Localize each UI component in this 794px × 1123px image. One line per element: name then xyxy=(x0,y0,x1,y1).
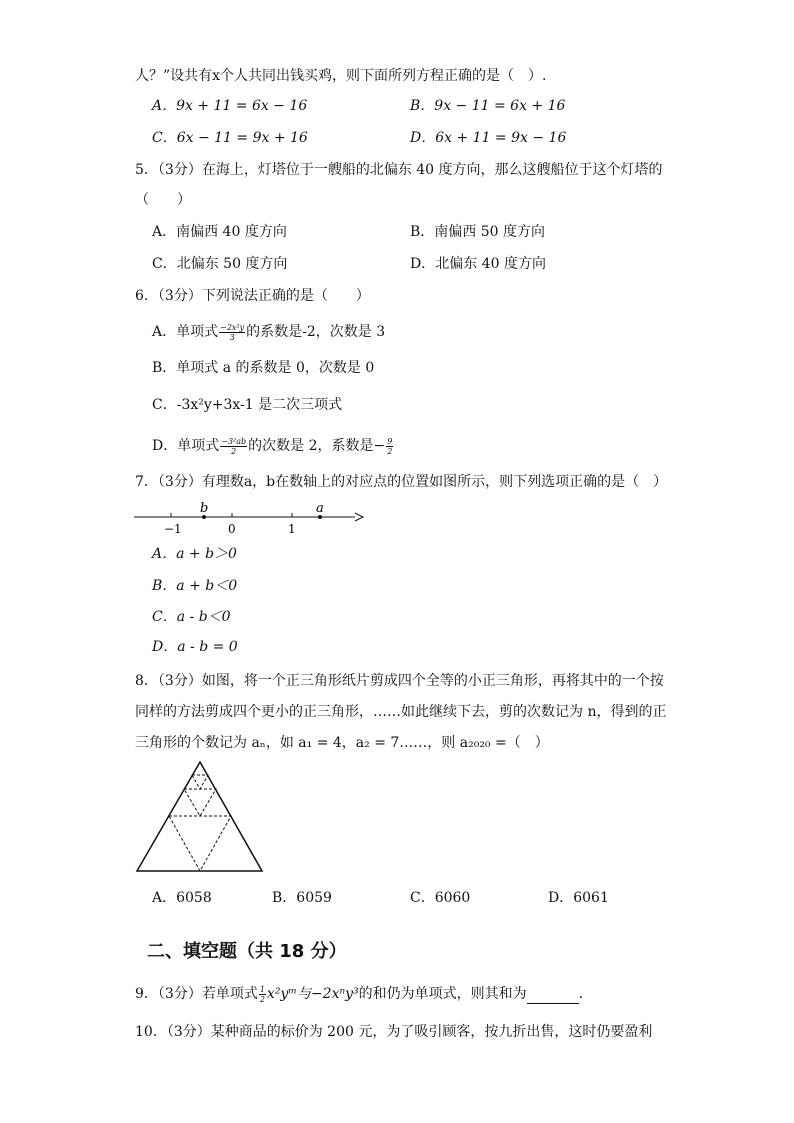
q5-option-b: B．南偏西 50 度方向 xyxy=(410,224,546,240)
q6-a-suffix: 的系数是-2，次数是 3 xyxy=(246,324,386,340)
q9-prefix: 9．（3分）若单项式 xyxy=(135,986,258,1002)
q9-monomial-2: 与−2xⁿy³ xyxy=(296,986,359,1002)
q4-stem-tail: 人？”设共有x个人共同出钱买鸡，则下面所列方程正确的是（ ）. xyxy=(135,68,547,84)
q5-stem: 5．（3分）在海上，灯塔位于一艘船的北偏东 40 度方向，那么这艘船位于这个灯塔的 xyxy=(135,162,663,178)
number-line-arrow xyxy=(355,513,363,521)
q7-stem: 7．（3分）有理数a，b在数轴上的对应点的位置如图所示，则下列选项正确的是（ ） xyxy=(135,474,668,490)
q5-option-a: A．南偏西 40 度方向 xyxy=(152,224,287,240)
q6-d-prefix: D．单项式 xyxy=(152,438,220,454)
cut-level-3 xyxy=(192,775,208,789)
q6-d-middle: 的次数是 2，系数是− xyxy=(248,438,386,454)
q6-option-a xyxy=(152,322,385,342)
label-zero: 0 xyxy=(228,522,236,536)
q4-option-b: B．9x − 11 = 6x + 16 xyxy=(410,98,566,114)
q7-option-a: A．a + b＞0 xyxy=(152,546,237,562)
q4-option-a: A．9x + 11 = 6x − 16 xyxy=(152,98,308,114)
label-minus-one: −1 xyxy=(164,522,182,536)
q8-triangle-figure xyxy=(135,760,265,872)
cut-level-2 xyxy=(184,789,216,816)
q8-option-b: B．6059 xyxy=(272,890,332,906)
q8-option-a: A．6058 xyxy=(152,890,212,906)
q8-line-2: 同样的方法剪成四个更小的正三角形，……如此继续下去，剪的次数记为 n，得到的正 xyxy=(135,704,667,720)
q6-d-fraction-2 xyxy=(386,437,393,456)
q7-option-c: C．a - b＜0 xyxy=(152,609,231,625)
q9-monomial-1: x²yᵐ xyxy=(266,986,297,1002)
q6-d-frac2-den: 2 xyxy=(387,446,393,456)
q6-a-frac-num: −2x²y xyxy=(220,322,245,332)
q6-option-c: C．-3x²y+3x-1 是二次三项式 xyxy=(152,397,343,413)
q6-a-prefix: A．单项式 xyxy=(152,324,219,340)
q9-stem xyxy=(135,984,583,1004)
q6-a-fraction xyxy=(219,323,245,342)
q6-d-frac-num: −3²ab xyxy=(221,436,247,446)
section-2-title: 二、填空题（共 18 分） xyxy=(147,941,347,962)
label-b: b xyxy=(200,501,209,516)
q6-stem: 6．（3分）下列说法正确的是（ ） xyxy=(135,288,370,304)
label-one: 1 xyxy=(288,522,296,536)
q4-option-d: D．6x + 11 = 9x − 16 xyxy=(410,130,567,146)
label-a: a xyxy=(316,501,324,516)
q8-line-3: 三角形的个数记为 aₙ，如 a₁ = 4，a₂ = 7……，则 a₂₀₂₀ =（ ） xyxy=(135,735,549,751)
q9-end: . xyxy=(578,986,584,1002)
q7-option-d: D．a - b = 0 xyxy=(152,639,238,655)
q6-option-b: B．单项式 a 的系数是 0，次数是 0 xyxy=(152,360,375,376)
q6-d-frac2-num: 9 xyxy=(387,436,393,446)
q6-a-frac-den: 3 xyxy=(229,332,235,342)
q8-option-c: C．6060 xyxy=(410,890,471,906)
q8-line-1: 8．（3分）如图，将一个正三角形纸片剪成四个全等的小正三角形，再将其中的一个按 xyxy=(135,673,664,689)
q5-paren: （ ） xyxy=(135,192,191,208)
q9-fraction xyxy=(259,985,266,1004)
q9-frac-den: 2 xyxy=(259,994,265,1004)
q9-frac-num: 1 xyxy=(259,984,265,994)
q9-answer-blank[interactable] xyxy=(527,989,579,1004)
q6-option-d xyxy=(152,436,394,456)
cut-level-1 xyxy=(169,816,231,871)
q7-option-b: B．a + b＜0 xyxy=(152,578,238,594)
cut-lines xyxy=(169,775,231,871)
q5-option-d: D．北偏东 40 度方向 xyxy=(410,256,546,272)
q8-option-d: D．6061 xyxy=(548,890,609,906)
q9-suffix: 的和仍为单项式，则其和为 xyxy=(358,986,527,1002)
q10-stem: 10．（3分）某种商品的标价为 200 元，为了吸引顾客，按九折出售，这时仍要盈利 xyxy=(135,1024,653,1040)
q7-number-line xyxy=(130,500,370,540)
q6-d-frac-den: 2 xyxy=(231,446,237,456)
q6-d-fraction xyxy=(220,437,247,456)
q5-option-c: C．北偏东 50 度方向 xyxy=(152,256,288,272)
q4-option-c: C．6x − 11 = 9x + 16 xyxy=(152,130,308,146)
